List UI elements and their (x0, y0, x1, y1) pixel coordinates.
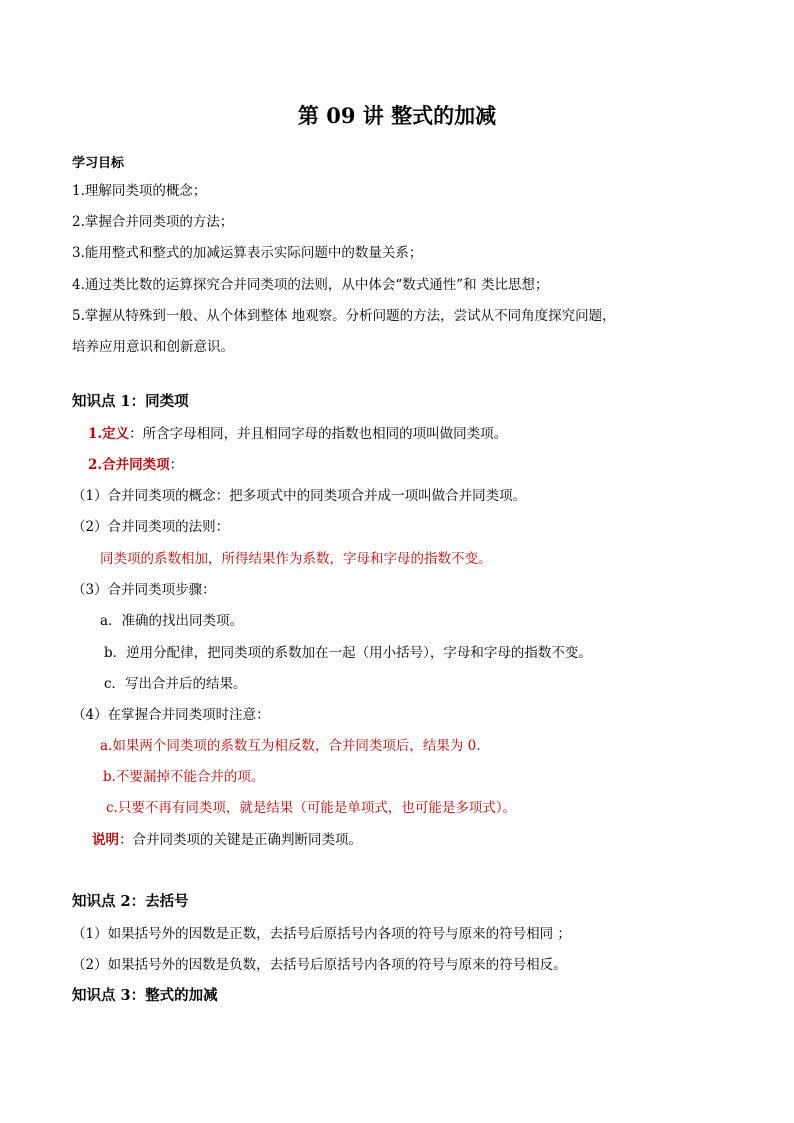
merge-item: （1）合并同类项的概念：把多项式中的同类项合并成一项叫做合并同类项。 (72, 488, 527, 504)
merge-colon: ： (169, 457, 184, 473)
merge-label: 2.合并同类项 (88, 457, 170, 473)
bracket-rule: （1）如果括号外的因数是正数，去括号后原括号内各项的符号与原来的符号相同 ； (72, 926, 571, 942)
definition-line (88, 425, 507, 443)
merge-step: a．准确的找出同类项。 (100, 613, 244, 629)
section-heading-addition: 知识点 3：整式的加减 (72, 987, 218, 1004)
remark-line (92, 831, 362, 849)
objectives-heading: 学习目标 (72, 156, 125, 171)
objective-item: 4.通过类比数的运算探究合并同类项的法则，从中体会“数式通性”和 类比思想； (72, 277, 549, 293)
objective-item: 3.能用整式和整式的加减运算表示实际问题中的数量关系； (72, 245, 423, 261)
merge-note: c.只要不再有同类项，就是结果（可能是单项式，也可能是多项式）。 (106, 800, 517, 816)
merge-rule: 同类项的系数相加，所得结果作为系数，字母和字母的指数不变。 (100, 551, 492, 567)
merge-step: c．写出合并后的结果。 (104, 676, 247, 692)
definition-label: 1.定义 (88, 426, 130, 442)
remark-text: ：合并同类项的关键是正确判断同类项。 (119, 832, 362, 848)
merge-note: b.不要漏掉不能合并的项。 (103, 769, 265, 785)
objective-item: 5.掌握从特殊到一般、从个体到整体 地观察。分析问题的方法，尝试从不同角度探究问题， (72, 308, 616, 324)
merge-heading-line (88, 456, 183, 474)
merge-item: （3）合并同类项步骤： (72, 582, 216, 598)
objective-item: 2.掌握合并同类项的方法； (72, 214, 234, 230)
merge-item: （2）合并同类项的法则： (72, 519, 230, 535)
objective-item: 培养应用意识和创新意识。 (72, 339, 234, 355)
merge-step: b．逆用分配律，把同类项的系数加在一起（用小括号），字母和字母的指数不变。 (104, 645, 592, 661)
bracket-rule: （2）如果括号外的因数是负数，去括号后原括号内各项的符号与原来的符号相反。 (72, 957, 567, 973)
merge-note: a.如果两个同类项的系数互为相反数，合并同类项后，结果为 0. (100, 738, 481, 754)
definition-text: ：所含字母相同，并且相同字母的指数也相同的项叫做同类项。 (129, 426, 508, 442)
page-title: 第 09 讲 整式的加减 (297, 103, 497, 128)
section-heading-brackets: 知识点 2：去括号 (72, 893, 189, 910)
objective-item: 1.理解同类项的概念； (72, 183, 207, 199)
merge-item: （4）在掌握合并同类项时注意： (72, 707, 270, 723)
remark-label: 说明 (92, 832, 119, 848)
section-heading-similar-terms: 知识点 1：同类项 (72, 393, 189, 410)
